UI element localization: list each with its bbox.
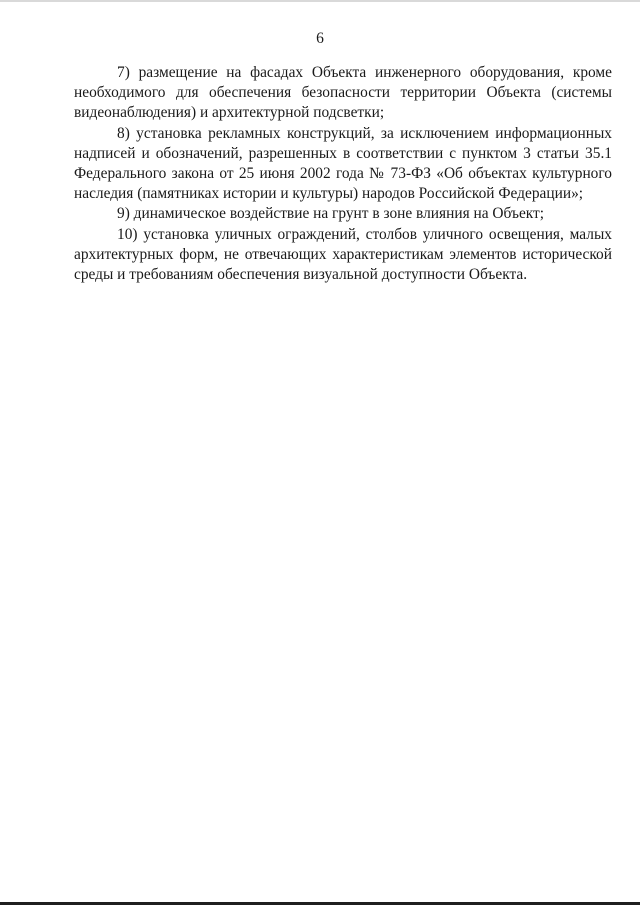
document-body [74,63,612,285]
page-number: 6 [316,30,324,47]
list-item-9: 9) динамическое воздействие на грунт в зоне влияния на Объект; [117,205,545,223]
page-top-edge [0,0,640,2]
list-item-10: 10) установка уличных ограждений, столбов уличного освещения, малых архитектурных форм, не отвечающих характеристикам элементов исторической среды и требованиям обеспечения визуальной доступности Объекта. [74,225,612,284]
list-item-8: 8) установка рекламных конструкций, за исключением информационных надписей и обозначений, разрешенных в соответствии с пунктом 3 статьи 35.1 Федерального закона от 25 июня 2002 года № 73-ФЗ «Об объектах культурного наследия (памятниках истории и культуры) народов Российской Федерации»; [74,124,612,203]
list-item-7: 7) размещение на фасадах Объекта инженерного оборудования, кроме необходимого для обеспечения безопасности территории Объекта (системы видеонаблюдения) и архитектурной подсветки; [74,64,612,122]
